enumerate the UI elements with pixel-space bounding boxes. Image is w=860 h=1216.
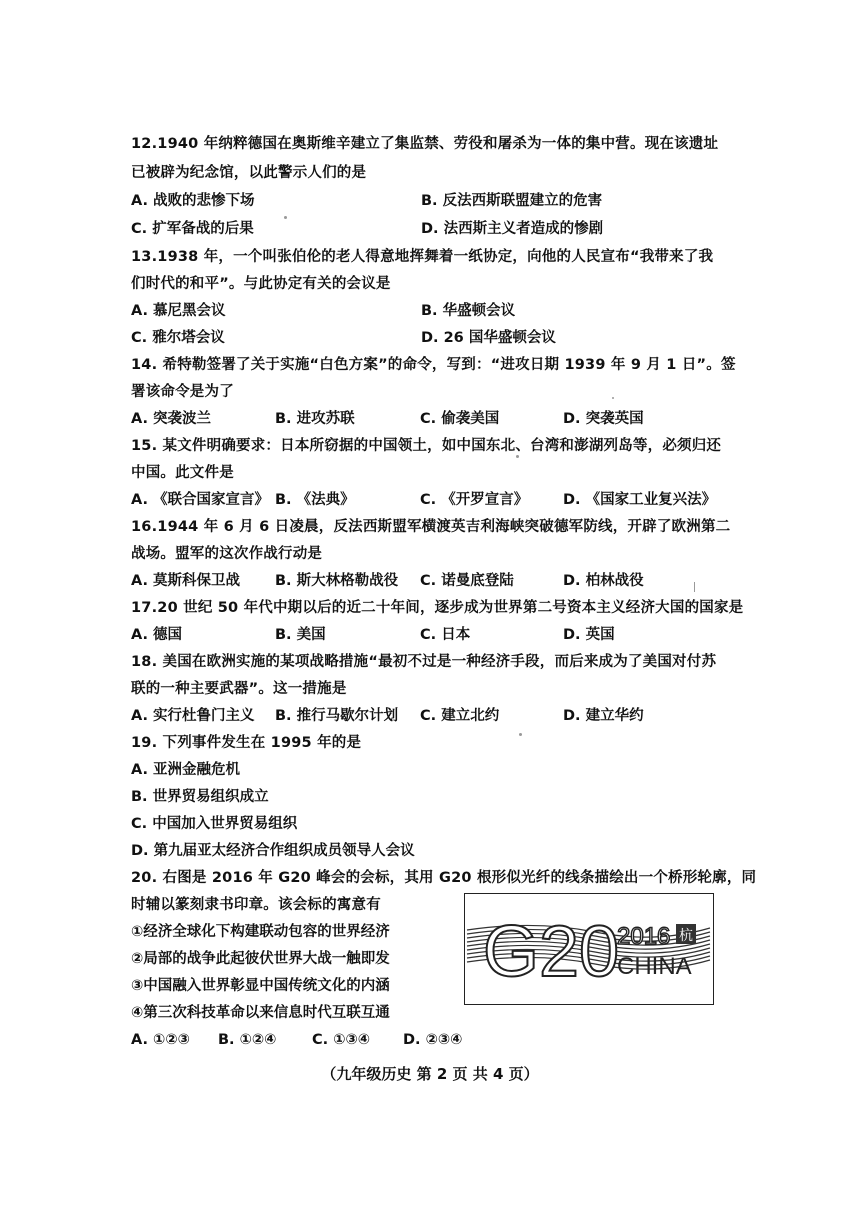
q20-option-c[interactable]: C. ①③④: [312, 1032, 371, 1048]
scan-speck: [284, 216, 287, 219]
q16-stem-line1: 16.1944 年 6 月 6 日凌晨，反法西斯盟军横渡英吉利海峡突破德军防线，开辟了欧洲第二: [131, 519, 731, 535]
q13-option-d[interactable]: D. 26 国华盛顿会议: [421, 330, 556, 346]
q16-option-c[interactable]: C. 诺曼底登陆: [420, 573, 514, 589]
q20-option-d[interactable]: D. ②③④: [403, 1032, 463, 1048]
scan-speck: [519, 733, 522, 736]
q20-option-b[interactable]: B. ①②④: [218, 1032, 277, 1048]
q16-option-d[interactable]: D. 柏林战役: [563, 573, 644, 589]
q12-option-d[interactable]: D. 法西斯主义者造成的惨剧: [421, 221, 604, 237]
q19-stem-line1: 19. 下列事件发生在 1995 年的是: [131, 735, 362, 751]
q20-item-1: ①经济全球化下构建联动包容的世界经济: [131, 924, 390, 940]
q16-option-a[interactable]: A. 莫斯科保卫战: [131, 573, 241, 589]
scan-speck: [694, 582, 695, 592]
scan-speck: [516, 455, 519, 458]
q19-option-b[interactable]: B. 世界贸易组织成立: [131, 789, 269, 805]
q16-stem-line2: 战场。盟军的这次作战行动是: [131, 546, 323, 562]
q17-option-b[interactable]: B. 美国: [275, 627, 326, 643]
q15-option-c[interactable]: C. 《开罗宣言》: [420, 492, 529, 508]
q14-option-a[interactable]: A. 突袭波兰: [131, 411, 212, 427]
q18-option-c[interactable]: C. 建立北约: [420, 708, 500, 724]
q20-stem-line1: 20. 右图是 2016 年 G20 峰会的会标，其用 G20 根形似光纤的线条描绘出一个桥形轮廓，同: [131, 870, 757, 886]
g20-logo-figure: [464, 893, 714, 1005]
q15-stem-line1: 15. 某文件明确要求：日本所窃据的中国领土，如中国东北、台湾和澎湖列岛等，必须归还: [131, 438, 722, 454]
q13-option-c[interactable]: C. 雅尔塔会议: [131, 330, 225, 346]
q18-stem-line2: 联的一种主要武器”。这一措施是: [131, 681, 347, 697]
q19-option-a[interactable]: A. 亚洲金融危机: [131, 762, 241, 778]
q12-stem-line1: 12.1940 年纳粹德国在奥斯维辛建立了集监禁、劳役和屠杀为一体的集中营。现在该遗址: [131, 136, 719, 152]
q18-option-d[interactable]: D. 建立华约: [563, 708, 644, 724]
q15-option-b[interactable]: B. 《法典》: [275, 492, 355, 508]
q17-stem-line1: 17.20 世纪 50 年代中期以后的近二十年间，逐步成为世界第二号资本主义经济大国的国家是: [131, 600, 744, 616]
q16-option-b[interactable]: B. 斯大林格勒战役: [275, 573, 399, 589]
g20-mark: G20: [483, 912, 620, 992]
q20-item-3: ③中国融入世界彰显中国传统文化的内涵: [131, 978, 390, 994]
q20-item-2: ②局部的战争此起彼伏世界大战一触即发: [131, 951, 390, 967]
seal-character: 杭: [679, 928, 693, 944]
scan-speck: [612, 397, 614, 399]
q17-option-d[interactable]: D. 英国: [563, 627, 615, 643]
q17-option-c[interactable]: C. 日本: [420, 627, 471, 643]
g20-country: CHINA: [617, 953, 692, 980]
q12-option-b[interactable]: B. 反法西斯联盟建立的危害: [421, 193, 603, 209]
q13-option-a[interactable]: A. 慕尼黑会议: [131, 303, 226, 319]
q14-stem-line1: 14. 希特勒签署了关于实施“白色方案”的命令，写到：“进攻日期 1939 年 9 月 1 日”。签: [131, 357, 736, 373]
q14-option-c[interactable]: C. 偷袭美国: [420, 411, 500, 427]
g20-year: 2016: [617, 923, 671, 950]
q13-option-b[interactable]: B. 华盛顿会议: [421, 303, 516, 319]
q14-stem-line2: 署该命令是为了: [131, 384, 234, 400]
q12-option-a[interactable]: A. 战败的悲惨下场: [131, 193, 255, 209]
q18-stem-line1: 18. 美国在欧洲实施的某项战略措施“最初不过是一种经济手段，而后来成为了美国对付苏: [131, 654, 717, 670]
g20-logo-graphic: [465, 894, 712, 1003]
q17-option-a[interactable]: A. 德国: [131, 627, 183, 643]
q20-item-4: ④第三次科技革命以来信息时代互联互通: [131, 1005, 390, 1021]
q20-stem-line2: 时辅以篆刻隶书印章。该会标的寓意有: [131, 897, 381, 913]
q14-option-b[interactable]: B. 进攻苏联: [275, 411, 355, 427]
q14-option-d[interactable]: D. 突袭英国: [563, 411, 644, 427]
q20-option-a[interactable]: A. ①②③: [131, 1032, 190, 1048]
q19-option-c[interactable]: C. 中国加入世界贸易组织: [131, 816, 298, 832]
q15-option-d[interactable]: D. 《国家工业复兴法》: [563, 492, 717, 508]
page-footer: （九年级历史 第 2 页 共 4 页）: [321, 1065, 539, 1083]
q15-stem-line2: 中国。此文件是: [131, 465, 234, 481]
q12-option-c[interactable]: C. 扩军备战的后果: [131, 221, 254, 237]
q19-option-d[interactable]: D. 第九届亚太经济合作组织成员领导人会议: [131, 843, 415, 859]
q18-option-a[interactable]: A. 实行杜鲁门主义: [131, 708, 255, 724]
q13-stem-line2: 们时代的和平”。与此协定有关的会议是: [131, 276, 391, 292]
q13-stem-line1: 13.1938 年，一个叫张伯伦的老人得意地挥舞着一纸协定，向他的人民宣布“我带来了我: [131, 249, 714, 265]
q18-option-b[interactable]: B. 推行马歇尔计划: [275, 708, 399, 724]
q15-option-a[interactable]: A. 《联合国家宣言》: [131, 492, 270, 508]
q12-stem-line2: 已被辟为纪念馆，以此警示人们的是: [131, 165, 367, 181]
